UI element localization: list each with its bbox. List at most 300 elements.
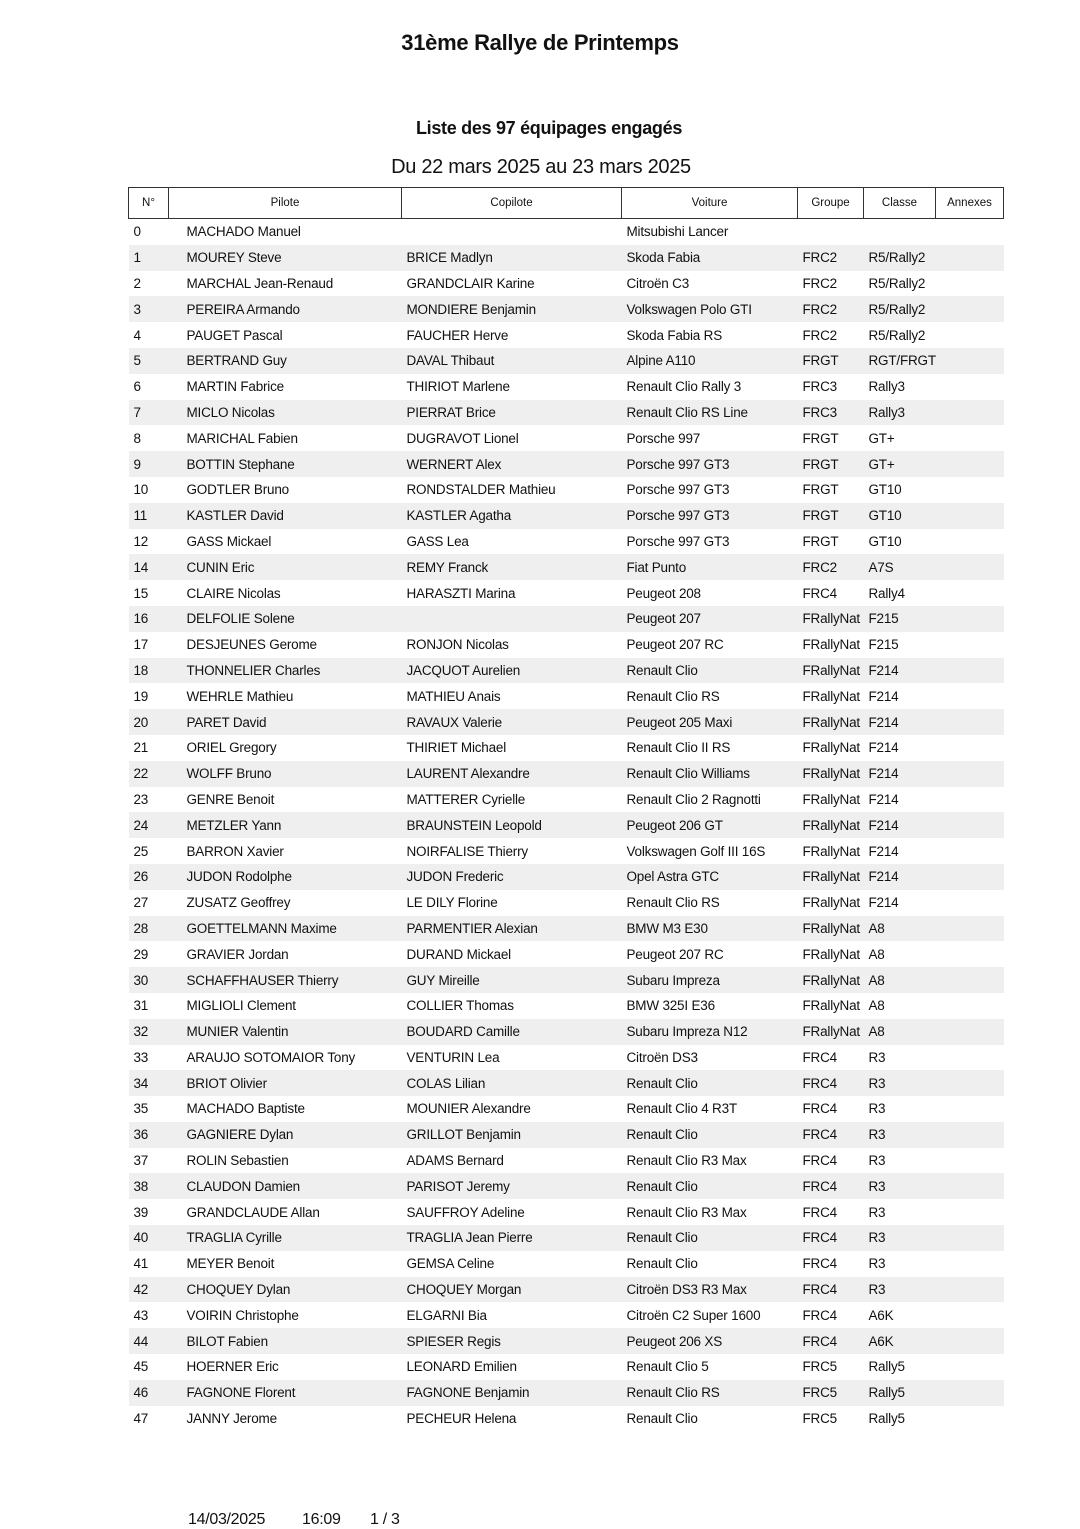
cell-groupe: FRC3 (798, 400, 864, 426)
table-row (129, 967, 1004, 993)
cell-pilote: ROLIN Sebastien (186, 1153, 289, 1169)
table-row (129, 348, 1004, 374)
cell-pilote: WOLFF Bruno (169, 761, 402, 787)
cell-pilote: MIGLIOLI Clement (186, 998, 296, 1014)
cell-pilote: CLAUDON Damien (169, 1173, 402, 1199)
cell-copilote: FAGNONE Benjamin (402, 1380, 622, 1406)
cell-number: 26 (129, 864, 169, 890)
cell-number: 21 (133, 740, 149, 756)
cell-pilote: WEHRLE Mathieu (186, 688, 294, 704)
cell-number: 9 (129, 451, 169, 477)
cell-groupe: FRallyNat (802, 688, 860, 704)
cell-pilote: THONNELIER Charles (169, 658, 402, 684)
cell-copilote: KASTLER Agatha (402, 503, 622, 529)
cell-number: 34 (129, 1070, 169, 1096)
cell-groupe: FRallyNat (802, 946, 860, 962)
cell-annexes (936, 400, 1004, 426)
cell-annexes (936, 1380, 1004, 1406)
cell-voiture: Peugeot 207 RC (626, 637, 724, 653)
cell-classe: A8 (864, 967, 936, 993)
cell-annexes (936, 1070, 1004, 1096)
cell-annexes (936, 1406, 1004, 1432)
cell-groupe: FRC3 (802, 379, 837, 395)
cell-classe: F214 (864, 709, 936, 735)
cell-groupe: FRallyNat (802, 843, 860, 859)
cell-classe: R3 (864, 1225, 936, 1251)
cell-classe: R3 (868, 1101, 886, 1117)
cell-pilote: JUDON Rodolphe (169, 864, 402, 890)
cell-number: 8 (133, 430, 141, 446)
cell-annexes (936, 709, 1004, 735)
cell-groupe: FRGT (798, 348, 864, 374)
cell-classe: R3 (868, 1204, 886, 1220)
cell-copilote: LAURENT Alexandre (402, 761, 622, 787)
cell-classe: GT+ (864, 451, 936, 477)
cell-annexes (936, 916, 1004, 942)
cell-annexes (936, 271, 1004, 297)
cell-groupe: FRC4 (802, 1307, 837, 1323)
cell-voiture: BMW 325I E36 (626, 998, 715, 1014)
cell-annexes (936, 967, 1004, 993)
entries-table-body (129, 219, 1004, 1432)
cell-groupe: FRallyNat (798, 761, 864, 787)
cell-groupe: FRC4 (802, 1049, 837, 1065)
cell-copilote: BRAUNSTEIN Leopold (402, 812, 622, 838)
cell-number: 37 (133, 1153, 149, 1169)
cell-classe: R3 (864, 1173, 936, 1199)
cell-classe: F214 (868, 740, 899, 756)
table-row (129, 632, 1004, 658)
cell-groupe: FRallyNat (798, 864, 864, 890)
cell-annexes (936, 451, 1004, 477)
cell-number: 16 (129, 606, 169, 632)
cell-pilote: MICLO Nicolas (169, 400, 402, 426)
cell-copilote: LEONARD Emilien (406, 1359, 517, 1375)
cell-groupe: FRC4 (798, 1277, 864, 1303)
cell-pilote: MEYER Benoit (186, 1256, 275, 1272)
cell-annexes (936, 580, 1004, 606)
cell-voiture: Porsche 997 GT3 (622, 451, 798, 477)
table-row (129, 735, 1004, 761)
cell-copilote: SAUFFROY Adeline (406, 1204, 525, 1220)
cell-copilote: PARMENTIER Alexian (402, 916, 622, 942)
cell-voiture: Porsche 997 GT3 (626, 533, 730, 549)
table-row (129, 993, 1004, 1019)
table-row (129, 1302, 1004, 1328)
cell-groupe: FRC2 (798, 296, 864, 322)
cell-copilote: MATHIEU Anais (406, 688, 501, 704)
cell-copilote: GEMSA Celine (406, 1256, 495, 1272)
header-row (129, 188, 1004, 219)
table-row (129, 916, 1004, 942)
table-row (129, 1045, 1004, 1071)
table-row (129, 400, 1004, 426)
cell-pilote: METZLER Yann (169, 812, 402, 838)
cell-number: 47 (133, 1411, 149, 1427)
cell-classe: GT+ (868, 430, 895, 446)
cell-classe: GT10 (868, 533, 902, 549)
cell-pilote: GRANDCLAUDE Allan (186, 1204, 320, 1220)
cell-pilote: CLAIRE Nicolas (186, 585, 281, 601)
cell-number: 20 (129, 709, 169, 735)
table-row (129, 296, 1004, 322)
cell-voiture: Citroën C2 Super 1600 (626, 1307, 761, 1323)
cell-number: 18 (129, 658, 169, 684)
table-row (129, 1277, 1004, 1303)
cell-number: 12 (133, 533, 149, 549)
cell-pilote: GAGNIERE Dylan (169, 1122, 402, 1148)
cell-classe: GT10 (864, 503, 936, 529)
table-row (129, 245, 1004, 271)
cell-classe: R3 (864, 1122, 936, 1148)
table-row (129, 1019, 1004, 1045)
cell-number: 39 (133, 1204, 149, 1220)
cell-groupe: FRC4 (802, 1204, 837, 1220)
cell-voiture: Opel Astra GTC (622, 864, 798, 890)
cell-pilote: PAUGET Pascal (186, 327, 283, 343)
cell-groupe: FRC5 (802, 1411, 837, 1427)
cell-copilote: GASS Lea (406, 533, 469, 549)
cell-groupe: FRallyNat (798, 812, 864, 838)
cell-annexes (936, 503, 1004, 529)
table-row (129, 374, 1004, 400)
cell-classe: F214 (868, 791, 899, 807)
cell-pilote: ORIEL Gregory (186, 740, 277, 756)
cell-pilote: DELFOLIE Solene (169, 606, 402, 632)
cell-number: 2 (133, 275, 141, 291)
cell-pilote: TRAGLIA Cyrille (169, 1225, 402, 1251)
cell-voiture: Peugeot 207 (622, 606, 798, 632)
cell-voiture: Renault Clio (622, 1225, 798, 1251)
cell-groupe: FRGT (802, 533, 839, 549)
cell-voiture: Renault Clio R3 Max (626, 1153, 747, 1169)
cell-annexes (936, 219, 1004, 245)
cell-voiture: Renault Clio RS Line (622, 400, 798, 426)
cell-copilote: SPIESER Regis (402, 1328, 622, 1354)
cell-groupe: FRC4 (798, 1173, 864, 1199)
cell-copilote: THIRIOT Marlene (406, 379, 510, 395)
cell-pilote: SCHAFFHAUSER Thierry (169, 967, 402, 993)
cell-groupe: FRC4 (802, 585, 837, 601)
cell-annexes (936, 1251, 1004, 1277)
cell-classe: R5/Rally2 (868, 275, 926, 291)
cell-classe: Rally5 (868, 1411, 905, 1427)
cell-annexes (936, 1122, 1004, 1148)
cell-copilote: JUDON Frederic (402, 864, 622, 890)
cell-annexes (936, 812, 1004, 838)
cell-pilote: MARTIN Fabrice (186, 379, 284, 395)
cell-voiture: BMW M3 E30 (622, 916, 798, 942)
table-row (129, 1148, 1004, 1174)
cell-copilote: RONJON Nicolas (406, 637, 509, 653)
cell-number: 32 (129, 1019, 169, 1045)
cell-groupe: FRallyNat (802, 895, 860, 911)
cell-annexes (936, 245, 1004, 271)
cell-pilote: BILOT Fabien (169, 1328, 402, 1354)
cell-number: 3 (129, 296, 169, 322)
cell-pilote: PARET David (169, 709, 402, 735)
cell-voiture: Renault Clio RS (626, 688, 720, 704)
cell-voiture: Renault Clio 4 R3T (626, 1101, 737, 1117)
table-row (129, 554, 1004, 580)
cell-pilote: CUNIN Eric (169, 554, 402, 580)
table-row (129, 1328, 1004, 1354)
cell-groupe: FRallyNat (802, 998, 860, 1014)
cell-copilote: BRICE Madlyn (402, 245, 622, 271)
cell-annexes (936, 838, 1004, 864)
cell-classe: Rally3 (864, 400, 936, 426)
cell-annexes (936, 1302, 1004, 1328)
cell-classe: R3 (864, 1277, 936, 1303)
table-row (129, 529, 1004, 555)
cell-pilote: ARAUJO SOTOMAIOR Tony (186, 1049, 356, 1065)
cell-copilote: REMY Franck (402, 554, 622, 580)
cell-number: 36 (129, 1122, 169, 1148)
cell-voiture: Renault Clio (622, 1173, 798, 1199)
cell-groupe: FRC2 (798, 554, 864, 580)
column-header-annexes: Annexes (936, 188, 1004, 219)
cell-groupe (798, 219, 864, 245)
cell-copilote: MOUNIER Alexandre (406, 1101, 531, 1117)
cell-voiture: Renault Clio Rally 3 (626, 379, 742, 395)
cell-pilote: BOTTIN Stephane (169, 451, 402, 477)
table-row (129, 1199, 1004, 1225)
cell-annexes (936, 477, 1004, 503)
table-row (129, 322, 1004, 348)
cell-classe: R3 (868, 1256, 886, 1272)
table-row (129, 1380, 1004, 1406)
cell-number: 10 (133, 482, 149, 498)
table-row (129, 658, 1004, 684)
cell-number: 0 (133, 224, 141, 240)
cell-annexes (936, 1277, 1004, 1303)
cell-classe: R3 (864, 1070, 936, 1096)
cell-classe (864, 219, 936, 245)
cell-groupe: FRC2 (802, 327, 837, 343)
cell-copilote: GUY Mireille (402, 967, 622, 993)
column-header-pilote: Pilote (169, 188, 402, 219)
cell-classe: R5/Rally2 (864, 296, 936, 322)
cell-pilote: DESJEUNES Gerome (186, 637, 317, 653)
cell-number: 31 (133, 998, 149, 1014)
cell-groupe: FRC5 (802, 1359, 837, 1375)
cell-copilote: DAVAL Thibaut (402, 348, 622, 374)
cell-voiture: Renault Clio Williams (622, 761, 798, 787)
cell-annexes (936, 348, 1004, 374)
cell-classe: F214 (864, 761, 936, 787)
cell-annexes (936, 1173, 1004, 1199)
cell-classe: F214 (868, 895, 899, 911)
table-row (129, 503, 1004, 529)
cell-classe: A8 (868, 946, 885, 962)
cell-voiture: Renault Clio R3 Max (626, 1204, 747, 1220)
cell-voiture: Renault Clio RS (622, 1380, 798, 1406)
cell-pilote: MACHADO Manuel (186, 224, 301, 240)
cell-classe: R5/Rally2 (868, 327, 926, 343)
cell-pilote: BARRON Xavier (186, 843, 284, 859)
cell-copilote: LE DILY Florine (406, 895, 498, 911)
table-row (129, 812, 1004, 838)
cell-annexes (936, 993, 1004, 1019)
cell-number: 4 (133, 327, 141, 343)
cell-copilote: NOIRFALISE Thierry (406, 843, 528, 859)
cell-groupe: FRC4 (798, 1225, 864, 1251)
cell-annexes (936, 658, 1004, 684)
table-row (129, 451, 1004, 477)
cell-pilote: PEREIRA Armando (169, 296, 402, 322)
cell-voiture: Renault Clio (622, 658, 798, 684)
table-row (129, 477, 1004, 503)
print-time: 16:09 (302, 1511, 341, 1528)
cell-annexes (936, 296, 1004, 322)
cell-classe: GT10 (868, 482, 902, 498)
cell-copilote: DURAND Mickael (406, 946, 511, 962)
cell-pilote: HOERNER Eric (186, 1359, 279, 1375)
cell-number: 28 (129, 916, 169, 942)
cell-groupe: FRC4 (798, 1328, 864, 1354)
cell-voiture: Renault Clio RS (626, 895, 720, 911)
cell-copilote: ELGARNI Bia (406, 1307, 487, 1323)
table-row (129, 838, 1004, 864)
cell-groupe: FRC4 (798, 1122, 864, 1148)
cell-copilote (402, 606, 622, 632)
cell-classe: Rally4 (868, 585, 905, 601)
cell-classe: A6K (864, 1328, 936, 1354)
cell-voiture: Porsche 997 (626, 430, 701, 446)
cell-classe: F214 (864, 812, 936, 838)
cell-annexes (936, 1045, 1004, 1071)
table-row (129, 941, 1004, 967)
print-date: 14/03/2025 (188, 1511, 266, 1528)
column-header-number: N° (129, 188, 169, 219)
cell-pilote: GENRE Benoit (186, 791, 275, 807)
cell-annexes (936, 683, 1004, 709)
cell-copilote: THIRIET Michael (406, 740, 507, 756)
cell-classe: Rally5 (868, 1359, 905, 1375)
entries-table-header (129, 188, 1004, 219)
cell-number: 14 (129, 554, 169, 580)
cell-annexes (936, 529, 1004, 555)
cell-annexes (936, 374, 1004, 400)
cell-number: 30 (129, 967, 169, 993)
table-row (129, 683, 1004, 709)
cell-annexes (936, 787, 1004, 813)
cell-voiture: Peugeot 206 XS (622, 1328, 798, 1354)
cell-copilote: RONDSTALDER Mathieu (406, 482, 556, 498)
cell-copilote: HARASZTI Marina (406, 585, 516, 601)
cell-voiture: Mitsubishi Lancer (626, 224, 729, 240)
cell-copilote: DUGRAVOT Lionel (406, 430, 519, 446)
cell-copilote: ADAMS Bernard (406, 1153, 504, 1169)
cell-pilote: BERTRAND Guy (169, 348, 402, 374)
cell-classe: F214 (868, 843, 899, 859)
cell-classe: F215 (864, 606, 936, 632)
cell-number: 23 (133, 791, 149, 807)
cell-number: 46 (129, 1380, 169, 1406)
cell-pilote: KASTLER David (169, 503, 402, 529)
cell-annexes (936, 890, 1004, 916)
cell-voiture: Subaru Impreza N12 (622, 1019, 798, 1045)
cell-voiture: Renault Clio II RS (626, 740, 731, 756)
cell-number: 35 (133, 1101, 149, 1117)
cell-annexes (936, 735, 1004, 761)
cell-pilote: GOETTELMANN Maxime (169, 916, 402, 942)
cell-voiture: Renault Clio (626, 1256, 698, 1272)
cell-groupe: FRallyNat (798, 658, 864, 684)
cell-copilote: PARISOT Jeremy (402, 1173, 622, 1199)
cell-pilote: GODTLER Bruno (186, 482, 289, 498)
table-row (129, 864, 1004, 890)
cell-classe: Rally3 (868, 379, 905, 395)
cell-classe: Rally5 (864, 1380, 936, 1406)
cell-annexes (936, 606, 1004, 632)
cell-pilote: MARICHAL Fabien (186, 430, 298, 446)
cell-copilote: MONDIERE Benjamin (402, 296, 622, 322)
cell-pilote: GRAVIER Jordan (186, 946, 289, 962)
cell-voiture: Peugeot 206 GT (622, 812, 798, 838)
cell-classe: F214 (864, 864, 936, 890)
page-number: 1 / 3 (370, 1511, 400, 1528)
cell-classe: R3 (868, 1049, 886, 1065)
cell-copilote: PECHEUR Helena (406, 1411, 517, 1427)
cell-classe: F215 (868, 637, 899, 653)
cell-copilote: CHOQUEY Morgan (402, 1277, 622, 1303)
document-title: 31ème Rallye de Printemps (401, 30, 679, 55)
cell-groupe: FRallyNat (798, 1019, 864, 1045)
cell-number: 7 (129, 400, 169, 426)
cell-groupe: FRallyNat (802, 740, 860, 756)
cell-annexes (936, 425, 1004, 451)
table-row (129, 1251, 1004, 1277)
cell-number: 43 (133, 1307, 149, 1323)
cell-voiture: Skoda Fabia (622, 245, 798, 271)
cell-pilote: MARCHAL Jean-Renaud (186, 275, 334, 291)
cell-number: 17 (133, 637, 149, 653)
event-dates: Du 22 mars 2025 au 23 mars 2025 (391, 156, 691, 178)
cell-annexes (936, 1199, 1004, 1225)
cell-classe: A8 (864, 916, 936, 942)
cell-voiture: Citroën DS3 R3 Max (622, 1277, 798, 1303)
cell-copilote: WERNERT Alex (402, 451, 622, 477)
cell-copilote: GRILLOT Benjamin (402, 1122, 622, 1148)
table-row (129, 787, 1004, 813)
cell-copilote: JACQUOT Aurelien (402, 658, 622, 684)
table-row (129, 1070, 1004, 1096)
cell-number: 19 (133, 688, 149, 704)
cell-groupe: FRC2 (802, 275, 837, 291)
cell-classe: F214 (864, 658, 936, 684)
table-row (129, 425, 1004, 451)
cell-classe: R5/Rally2 (864, 245, 936, 271)
cell-number: 25 (133, 843, 149, 859)
cell-groupe: FRGT (802, 482, 839, 498)
cell-copilote: FAUCHER Herve (406, 327, 509, 343)
cell-pilote: JANNY Jerome (186, 1411, 277, 1427)
cell-pilote: FAGNONE Florent (169, 1380, 402, 1406)
cell-number: 33 (133, 1049, 149, 1065)
cell-pilote: MUNIER Valentin (169, 1019, 402, 1045)
cell-groupe: FRC4 (798, 1070, 864, 1096)
cell-number: 24 (129, 812, 169, 838)
cell-copilote: PIERRAT Brice (402, 400, 622, 426)
cell-number: 5 (129, 348, 169, 374)
cell-annexes (936, 1328, 1004, 1354)
cell-groupe: FRC2 (798, 245, 864, 271)
cell-copilote (402, 219, 622, 245)
cell-voiture: Renault Clio (622, 1070, 798, 1096)
table-row (129, 890, 1004, 916)
cell-groupe: FRGT (802, 430, 839, 446)
